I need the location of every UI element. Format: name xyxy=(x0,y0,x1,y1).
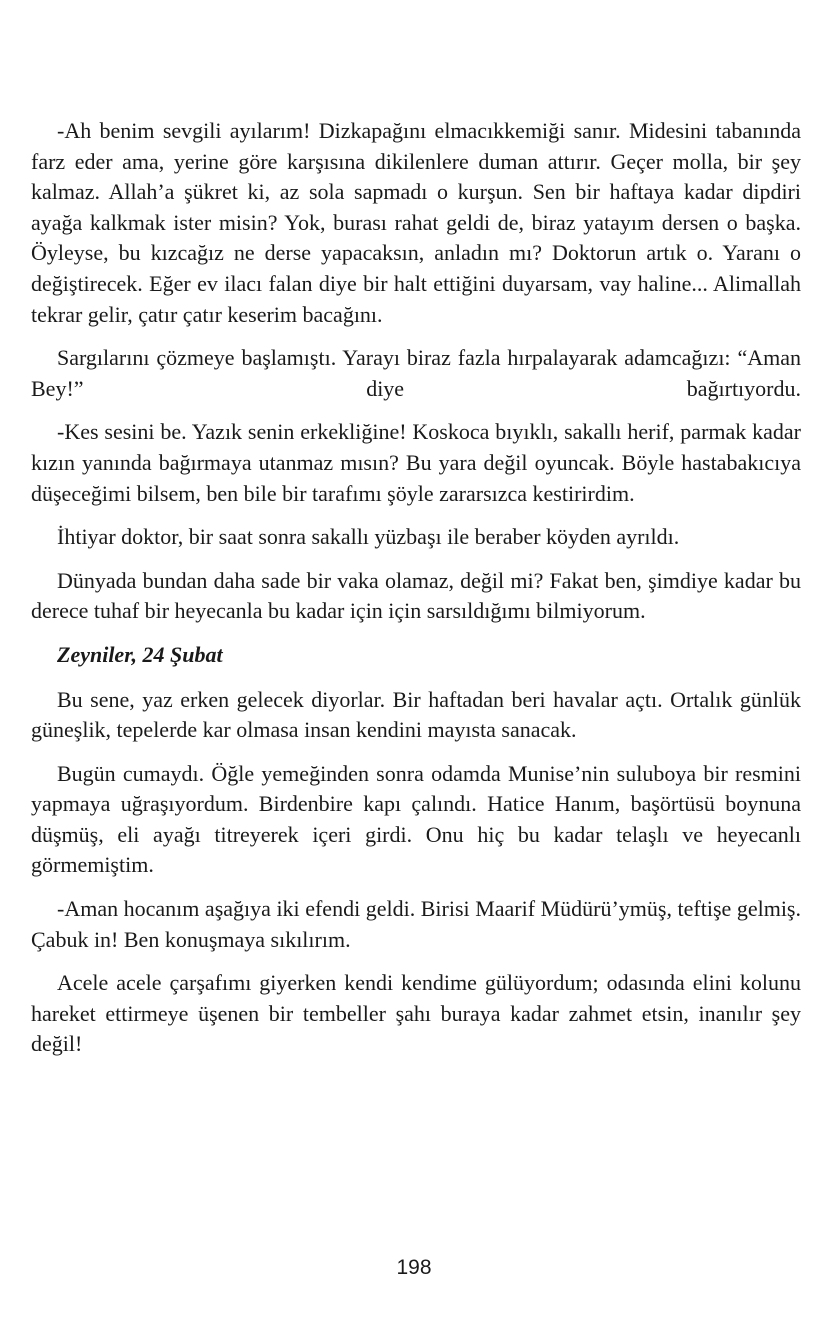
paragraph-summer-early: Bu sene, yaz erken gelecek diyorlar. Bir haftadan beri havalar açtı. Ortalık günlük güneşlik, tepelerde kar olmasa insan kendini mayısta sanacak. xyxy=(31,686,801,743)
paragraph-doctor-leaves: İhtiyar doktor, bir saat sonra sakallı yüzbaşı ile beraber köyden ayrıldı. xyxy=(57,524,680,550)
page-body xyxy=(31,116,801,1073)
paragraph-bandage: Sargılarını çözmeye başlamıştı. Yarayı biraz fazla hırpalayarak adamcağızı: “Aman Bey!” diye bağırtıyordu. xyxy=(31,345,801,401)
section-heading: Zeyniler, 24 Şubat xyxy=(57,641,223,667)
paragraph-simple-case: Dünyada bundan daha sade bir vaka olamaz, değil mi? Fakat ben, şimdiye kadar bu derece tuhaf bir heyecanla bu kadar için için sarsıldığımı bilmiyorum. xyxy=(31,567,801,624)
paragraph-two-gentlemen: -Aman hocanım aşağıya iki efendi geldi. Birisi Maarif Müdürü’ymüş, teftişe gelmiş. Çabuk in! Ben konuşmaya sıkılırım. xyxy=(31,896,801,952)
paragraph-charshaf: Acele acele çarşafımı giyerken kendi kendime gülüyordum; odasında elini kolunu hareket ettirmeye üşenen bir tembeller şahı buraya kadar zahmet etsin, inanılır şey değil! xyxy=(31,970,801,1057)
paragraph-doctor-speech: -Ah benim sevgili ayılarım! Dizkapağını elmacıkkemiği sanır. Midesini tabanında farz eder ama, yerine göre karşısına dikilenlere duman attırır. Geçer molla, bir şey kalmaz. Allah’a şükret ki, az sola sapmadı o kurşun. Sen bir haftaya kadar dipdiri ayağa kalkmak ister misin? Yok, burası rahat geldi de, biraz yatayım dersen o başka. Öyleyse, bu kızcağız ne derse yapacaksın, anladın mı? Doktorun artık o. Yaranı o değiştirecek. Eğer ev ilacı falan diye bir halt ettiğini duyarsam, vay haline... Alimallah tekrar gelir, çatır çatır keserim bacağını. xyxy=(31,118,801,327)
page-number: 198 xyxy=(396,1256,432,1279)
paragraph-kes-sesini: -Kes sesini be. Yazık senin erkekliğine! Koskoca bıyıklı, sakallı herif, parmak kadar kızın yanında bağırmaya utanmaz mısın? Bu yara değil oyuncak. Böyle hastabakıcıya düşeceğimi bilsem, ben bile bir tarafımı şöyle zararsızca kestirirdim. xyxy=(31,419,801,506)
paragraph-friday: Bugün cumaydı. Öğle yemeğinden sonra odamda Munise’nin suluboya bir resmini yapmaya uğraşıyordum. Birdenbire kapı çalındı. Hatice Hanım, başörtüsü boynuna düşmüş, eli ayağı titreyerek içeri girdi. Onu hiç bu kadar telaşlı ve heyecanlı görmemiştim. xyxy=(31,760,801,878)
